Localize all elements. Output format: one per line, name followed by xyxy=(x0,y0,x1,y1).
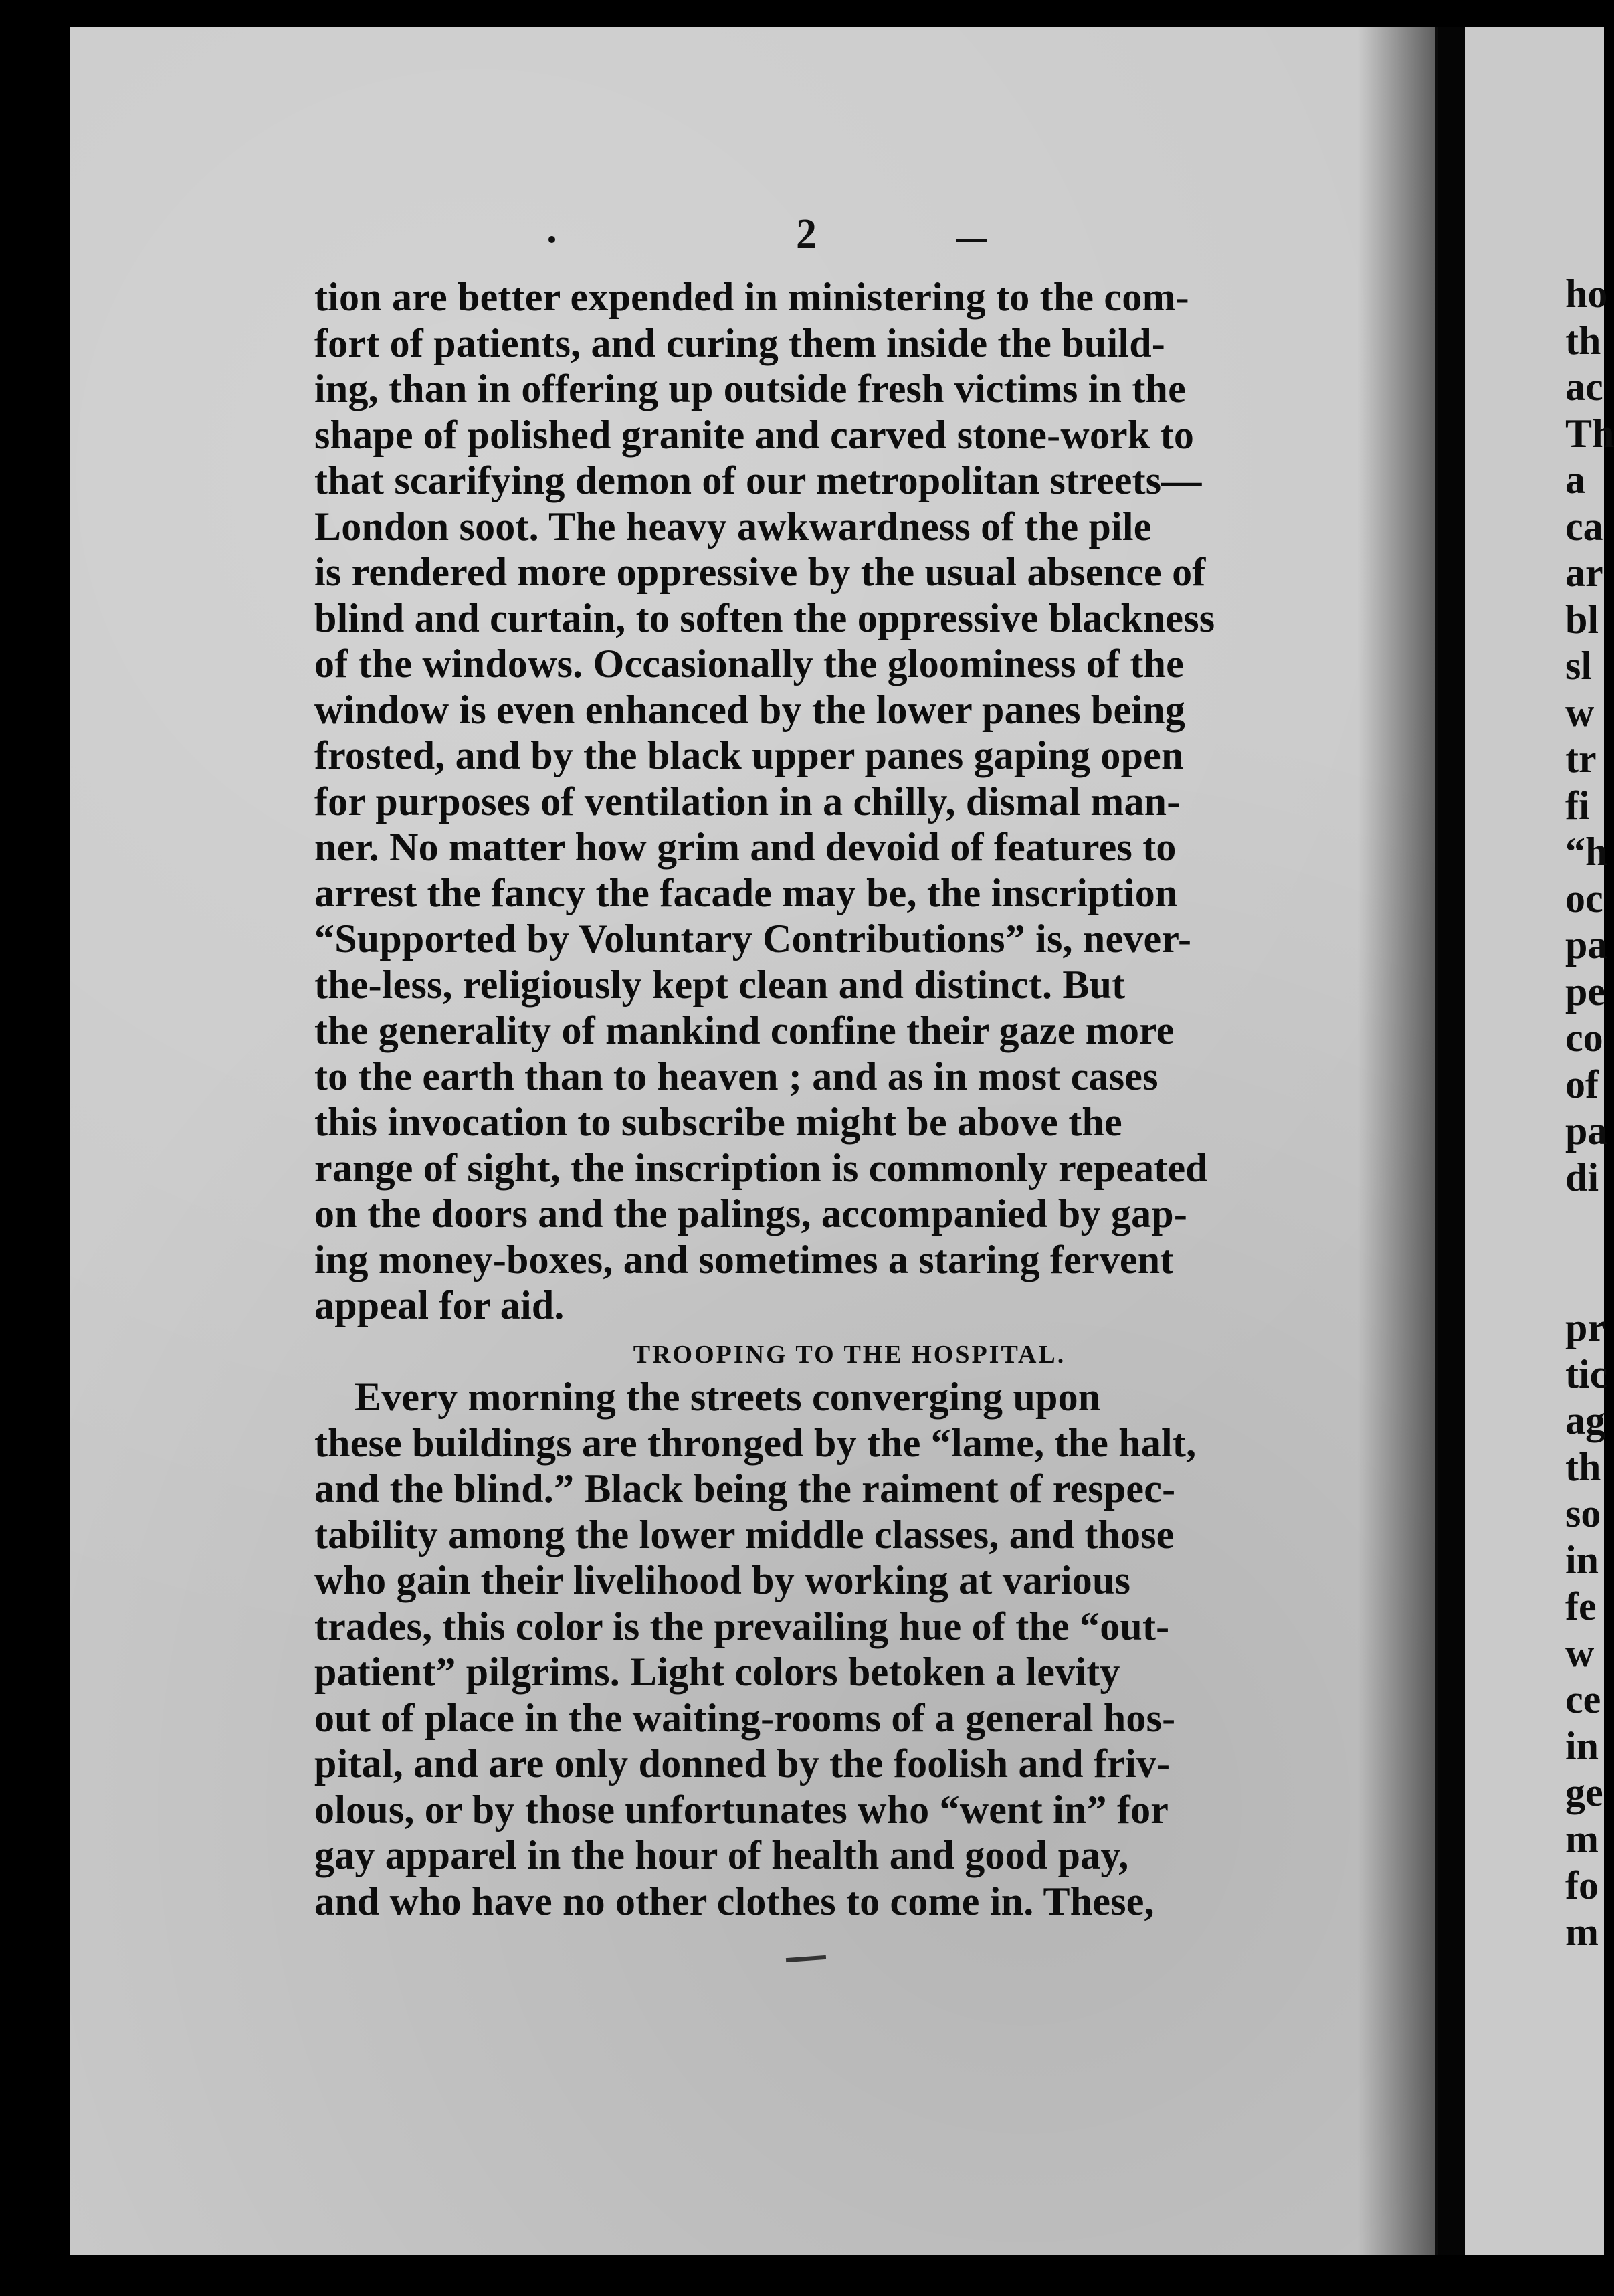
adjacent-line-fragment: oc xyxy=(1565,876,1603,921)
adjacent-line-fragment: ca xyxy=(1565,504,1603,549)
adjacent-line-fragment: m xyxy=(1565,1816,1599,1861)
adjacent-line-fragment: fe xyxy=(1565,1584,1597,1628)
text-line: olous, or by those unfortunates who “went in” for xyxy=(314,1787,1169,1832)
adjacent-line-fragment: bl xyxy=(1565,597,1599,642)
text-line: range of sight, the inscription is commonly repeated xyxy=(314,1145,1208,1190)
text-line: the-less, religiously kept clean and distinct. But xyxy=(314,962,1126,1007)
adjacent-line-fragment: a xyxy=(1565,458,1585,502)
adjacent-line-fragment: pa xyxy=(1565,1109,1608,1153)
text-line: London soot. The heavy awkwardness of the pile xyxy=(314,504,1152,549)
body-text xyxy=(314,274,1365,1924)
text-line: the generality of mankind confine their gaze more xyxy=(314,1008,1175,1052)
text-line: this invocation to subscribe might be above the xyxy=(314,1100,1122,1144)
text-line: and the blind.” Black being the raiment of respec- xyxy=(314,1466,1176,1511)
adjacent-line-fragment: pe xyxy=(1565,969,1605,1014)
text-line: and who have no other clothes to come in. These, xyxy=(314,1879,1154,1923)
adjacent-line-fragment: of xyxy=(1565,1062,1599,1107)
text-line: “Supported by Voluntary Contributions” is, never- xyxy=(314,917,1192,961)
page-gutter xyxy=(1438,27,1465,2255)
header-dash xyxy=(956,239,987,242)
section-heading: TROOPING TO THE HOSPITAL. xyxy=(633,1340,1066,1369)
text-line: tability among the lower middle classes, and those xyxy=(314,1512,1175,1557)
adjacent-line-fragment: th xyxy=(1565,318,1601,363)
text-line: of the windows. Occasionally the gloominess of the xyxy=(314,642,1184,686)
adjacent-line-fragment: fi xyxy=(1565,783,1590,828)
page-number: 2 xyxy=(796,211,817,257)
text-line: ner. No matter how grim and devoid of features to xyxy=(314,825,1177,869)
adjacent-line-fragment: ho xyxy=(1565,272,1608,316)
text-line: ing money-boxes, and sometimes a staring fervent xyxy=(314,1237,1174,1282)
adjacent-line-fragment: pr xyxy=(1565,1305,1605,1349)
adjacent-line-fragment: “h xyxy=(1565,830,1608,874)
text-line: fort of patients, and curing them inside the build- xyxy=(314,320,1165,365)
text-line: ing, than in offering up outside fresh victims in the xyxy=(314,367,1186,411)
adjacent-line-fragment: ag xyxy=(1565,1398,1605,1442)
text-line: arrest the fancy the facade may be, the inscription xyxy=(314,870,1178,915)
adjacent-line-fragment: so xyxy=(1565,1491,1601,1535)
adjacent-line-fragment: tic xyxy=(1565,1351,1608,1396)
adjacent-line-fragment: w xyxy=(1565,1630,1595,1675)
page-header xyxy=(548,211,1097,264)
adjacent-line-fragment: fo xyxy=(1565,1863,1599,1907)
header-dot xyxy=(548,236,555,243)
text-line: patient” pilgrims. Light colors betoken a levity xyxy=(314,1650,1120,1694)
adjacent-line-fragment: ce xyxy=(1565,1677,1601,1721)
text-line: window is even enhanced by the lower panes being xyxy=(314,687,1185,732)
text-line: appeal for aid. xyxy=(314,1283,565,1327)
text-line: Every morning the streets converging upon xyxy=(355,1375,1101,1419)
adjacent-line-fragment: co xyxy=(1565,1016,1603,1060)
adjacent-line-fragment: in xyxy=(1565,1723,1599,1768)
text-line: gay apparel in the hour of health and good pay, xyxy=(314,1833,1129,1877)
adjacent-line-fragment: pa xyxy=(1565,923,1608,967)
text-line: tion are better expended in ministering to the com- xyxy=(314,275,1189,319)
adjacent-line-fragment: ar xyxy=(1565,551,1603,595)
text-line: these buildings are thronged by the “lame, the halt, xyxy=(314,1420,1197,1465)
adjacent-line-fragment: m xyxy=(1565,1909,1599,1954)
adjacent-line-fragment: tr xyxy=(1565,737,1597,781)
text-line: trades, this color is the prevailing hue of the “out- xyxy=(314,1604,1170,1648)
adjacent-line-fragment: ac xyxy=(1565,365,1603,409)
text-line: that scarifying demon of our metropolitan streets— xyxy=(314,458,1202,502)
text-line: is rendered more oppressive by the usual absence of xyxy=(314,550,1206,594)
text-line: frosted, and by the black upper panes gaping open xyxy=(314,733,1184,777)
text-line: blind and curtain, to soften the oppressive blackness xyxy=(314,595,1215,640)
adjacent-line-fragment: in xyxy=(1565,1537,1599,1582)
text-line: who gain their livelihood by working at various xyxy=(314,1558,1131,1602)
adjacent-line-fragment: Th xyxy=(1565,411,1614,456)
text-line: for purposes of ventilation in a chilly, dismal man- xyxy=(314,779,1181,824)
text-line: shape of polished granite and carved stone-work to xyxy=(314,412,1195,457)
text-line: pital, and are only donned by the foolish and friv- xyxy=(314,1741,1171,1786)
text-line: on the doors and the palings, accompanied by gap- xyxy=(314,1191,1188,1236)
adjacent-line-fragment: ge xyxy=(1565,1770,1603,1814)
page-edge-shadow xyxy=(1358,27,1438,2255)
adjacent-line-fragment: th xyxy=(1565,1444,1601,1489)
adjacent-line-fragment: w xyxy=(1565,690,1595,735)
text-line: out of place in the waiting-rooms of a general hos- xyxy=(314,1695,1176,1740)
text-line: to the earth than to heaven ; and as in most cases xyxy=(314,1054,1158,1098)
adjacent-line-fragment: sl xyxy=(1565,644,1593,688)
adjacent-line-fragment: di xyxy=(1565,1155,1599,1200)
